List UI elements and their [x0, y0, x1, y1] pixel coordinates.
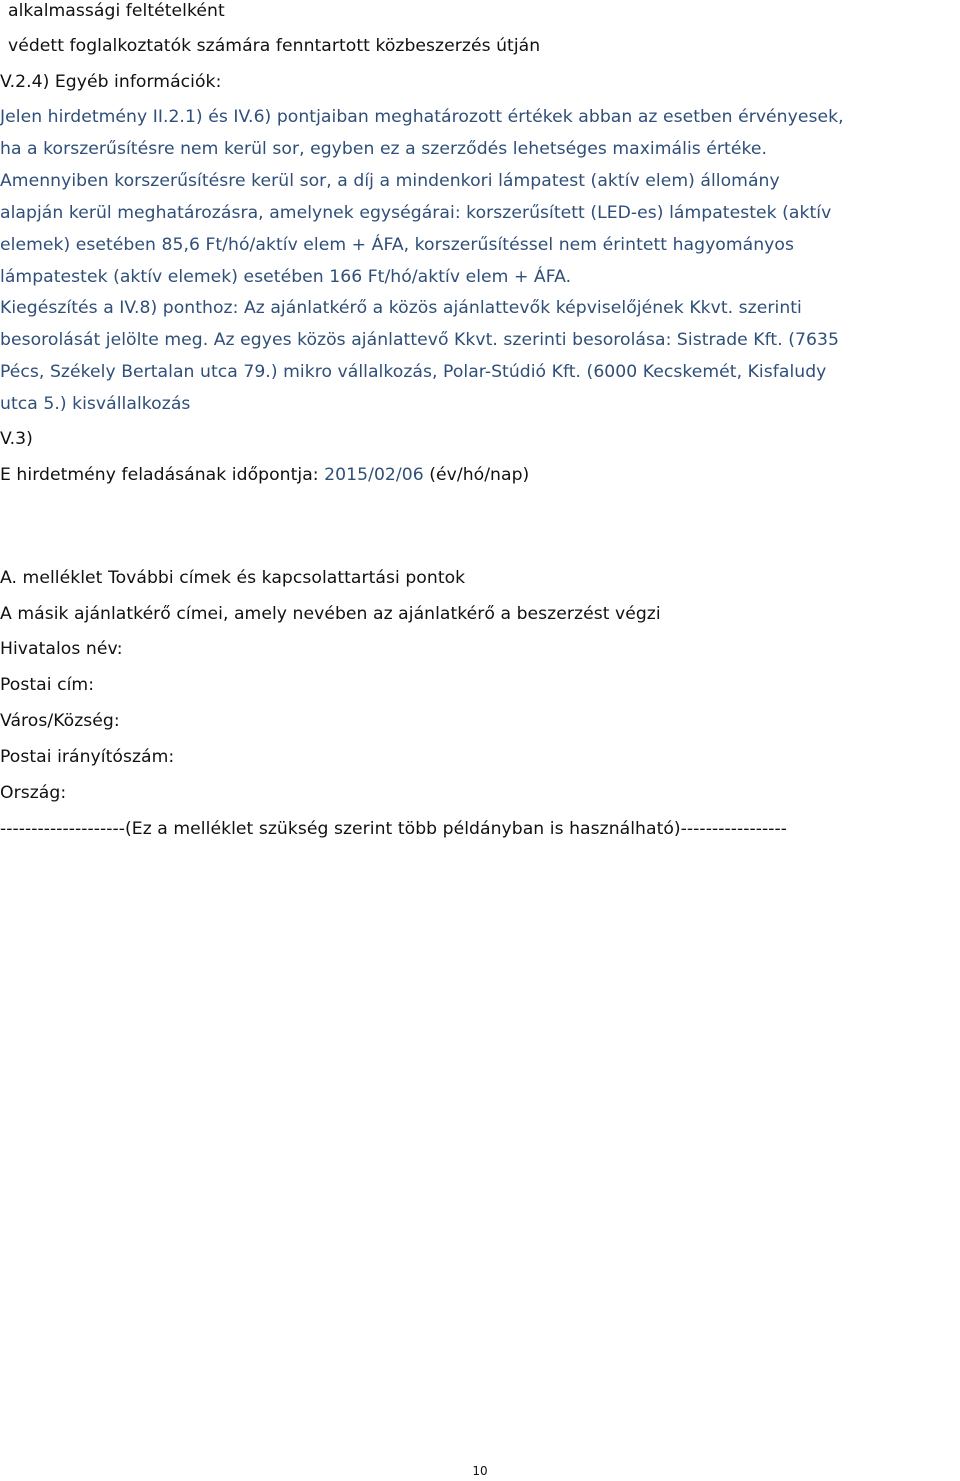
official-name-label: Hivatalos név:	[0, 639, 123, 659]
postal-address-label: Postai cím:	[0, 675, 95, 695]
info-line-1: Jelen hirdetmény II.2.1) és IV.6) pontjaiban meghatározott értékek abban az esetben érvényesek,	[0, 107, 844, 127]
info-line-4: alapján kerül meghatározásra, amelynek egységárai: korszerűsített (LED-es) lámpatestek (aktív	[0, 203, 832, 223]
info-line-8: besorolását jelölte meg. Az egyes közös ajánlattevő Kkvt. szerinti besorolása: Sistrade Kft. (7635	[0, 330, 839, 350]
info-line-10: utca 5.) kisvállalkozás	[0, 394, 191, 414]
publication-date-line	[0, 464, 529, 486]
postal-code-label: Postai irányítószám:	[0, 747, 175, 767]
annex-a-title: A. melléklet További címek és kapcsolattartási pontok	[0, 568, 466, 588]
publication-date-format: (év/hó/nap)	[423, 465, 530, 485]
publication-date-value: 2015/02/06	[324, 465, 424, 485]
info-line-9: Pécs, Székely Bertalan utca 79.) mikro vállalkozás, Polar-Stúdió Kft. (6000 Kecskemét, Kisfaludy	[0, 362, 827, 382]
country-label: Ország:	[0, 783, 67, 803]
section-v24-heading: V.2.4) Egyéb információk:	[0, 72, 222, 92]
top-line-1: alkalmassági feltételként	[8, 1, 225, 21]
info-line-5: elemek) esetében 85,6 Ft/hó/aktív elem + ÁFA, korszerűsítéssel nem érintett hagyományos	[0, 235, 794, 255]
annex-separator: --------------------(Ez a melléklet szükség szerint több példányban is használható)-----------------	[0, 819, 787, 839]
info-line-6: lámpatestek (aktív elemek) esetében 166 Ft/hó/aktív elem + ÁFA.	[0, 267, 572, 287]
page-number: 10	[472, 1464, 488, 1478]
info-line-3: Amennyiben korszerűsítésre kerül sor, a díj a mindenkori lámpatest (aktív elem) állomány	[0, 171, 780, 191]
annex-a-subtitle: A másik ajánlatkérő címei, amely nevében az ajánlatkérő a beszerzést végzi	[0, 604, 661, 624]
top-line-2: védett foglalkoztatók számára fenntartott közbeszerzés útján	[8, 36, 541, 56]
info-line-7: Kiegészítés a IV.8) ponthoz: Az ajánlatkérő a közös ajánlattevők képviselőjének Kkvt. szerinti	[0, 298, 802, 318]
publication-date-label: E hirdetmény feladásának időpontja:	[0, 465, 325, 485]
info-line-2: ha a korszerűsítésre nem kerül sor, egyben ez a szerződés lehetséges maximális értéke.	[0, 139, 767, 159]
city-label: Város/Község:	[0, 711, 120, 731]
section-v3-heading: V.3)	[0, 429, 33, 449]
